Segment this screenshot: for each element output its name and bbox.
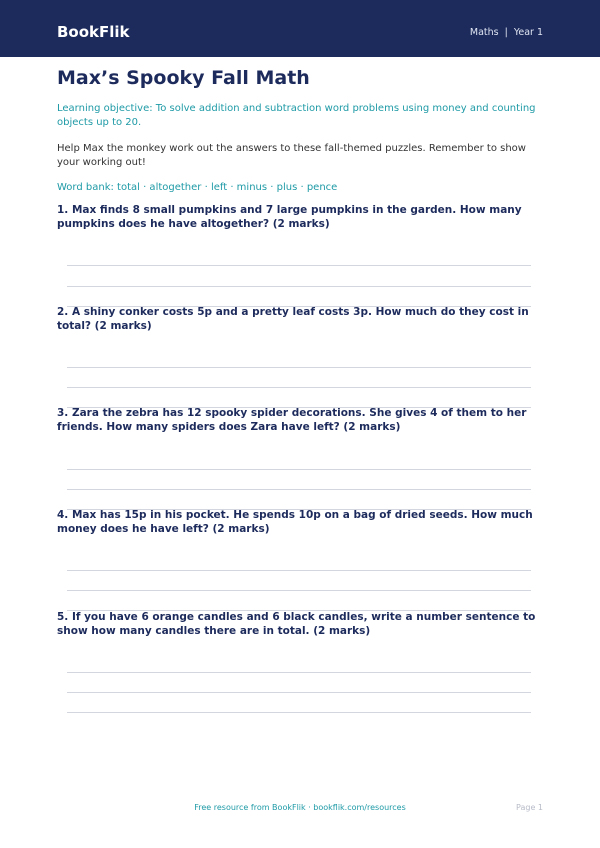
question-3 bbox=[57, 406, 543, 434]
answer-line[interactable] bbox=[67, 286, 531, 287]
answer-line[interactable] bbox=[67, 489, 531, 490]
question-5 bbox=[57, 610, 543, 638]
worksheet-intro bbox=[57, 66, 543, 195]
question-4 bbox=[57, 508, 543, 536]
answer-line[interactable] bbox=[67, 469, 531, 470]
question-text: 4. Max has 15p in his pocket. He spends 10p on a bag of dried seeds. How much money does he have left? (2 marks) bbox=[57, 509, 533, 535]
question-text: 5. If you have 6 orange candles and 6 black candles, write a number sentence to show how many candles there are in total. (2 marks) bbox=[57, 611, 536, 637]
header-meta bbox=[470, 26, 543, 40]
answer-line[interactable] bbox=[67, 265, 531, 266]
answer-line[interactable] bbox=[67, 570, 531, 571]
question-text: 3. Zara the zebra has 12 spooky spider decorations. She gives 4 of them to her friends. How many spiders does Zara have left? (2 marks) bbox=[57, 407, 527, 433]
question-text: 2. A shiny conker costs 5p and a pretty leaf costs 3p. How much do they cost in total? (2 marks) bbox=[57, 306, 529, 332]
question-2 bbox=[57, 305, 543, 333]
subject-label: Maths bbox=[469, 27, 499, 38]
question-1 bbox=[57, 203, 543, 231]
intro-text: Help Max the monkey work out the answers to these fall-themed puzzles. Remember to show your working out! bbox=[57, 143, 526, 168]
learning-objective: Learning objective: To solve addition and subtraction word problems using money and counting objects up to 20. bbox=[57, 103, 536, 128]
question-text: 1. Max finds 8 small pumpkins and 7 large pumpkins in the garden. How many pumpkins does he have altogether? (2 marks) bbox=[57, 204, 522, 230]
answer-line[interactable] bbox=[67, 387, 531, 388]
year-label: Year 1 bbox=[513, 27, 543, 38]
page-footer bbox=[0, 802, 600, 814]
meta-separator: | bbox=[504, 27, 508, 38]
page-title: Max’s Spooky Fall Math bbox=[57, 67, 310, 89]
answer-line[interactable] bbox=[67, 590, 531, 591]
page-number: Page 1 bbox=[516, 803, 543, 812]
footer-credit[interactable]: Free resource from BookFlik · bookflik.com/resources bbox=[194, 803, 406, 812]
brand-logo[interactable]: BookFlik bbox=[57, 23, 130, 41]
answer-line[interactable] bbox=[67, 712, 531, 713]
answer-line[interactable] bbox=[67, 692, 531, 693]
word-bank: Word bank: total · altogether · left · minus · plus · pence bbox=[57, 182, 338, 193]
answer-line[interactable] bbox=[67, 367, 531, 368]
answer-line[interactable] bbox=[67, 672, 531, 673]
header-bar bbox=[0, 0, 600, 57]
